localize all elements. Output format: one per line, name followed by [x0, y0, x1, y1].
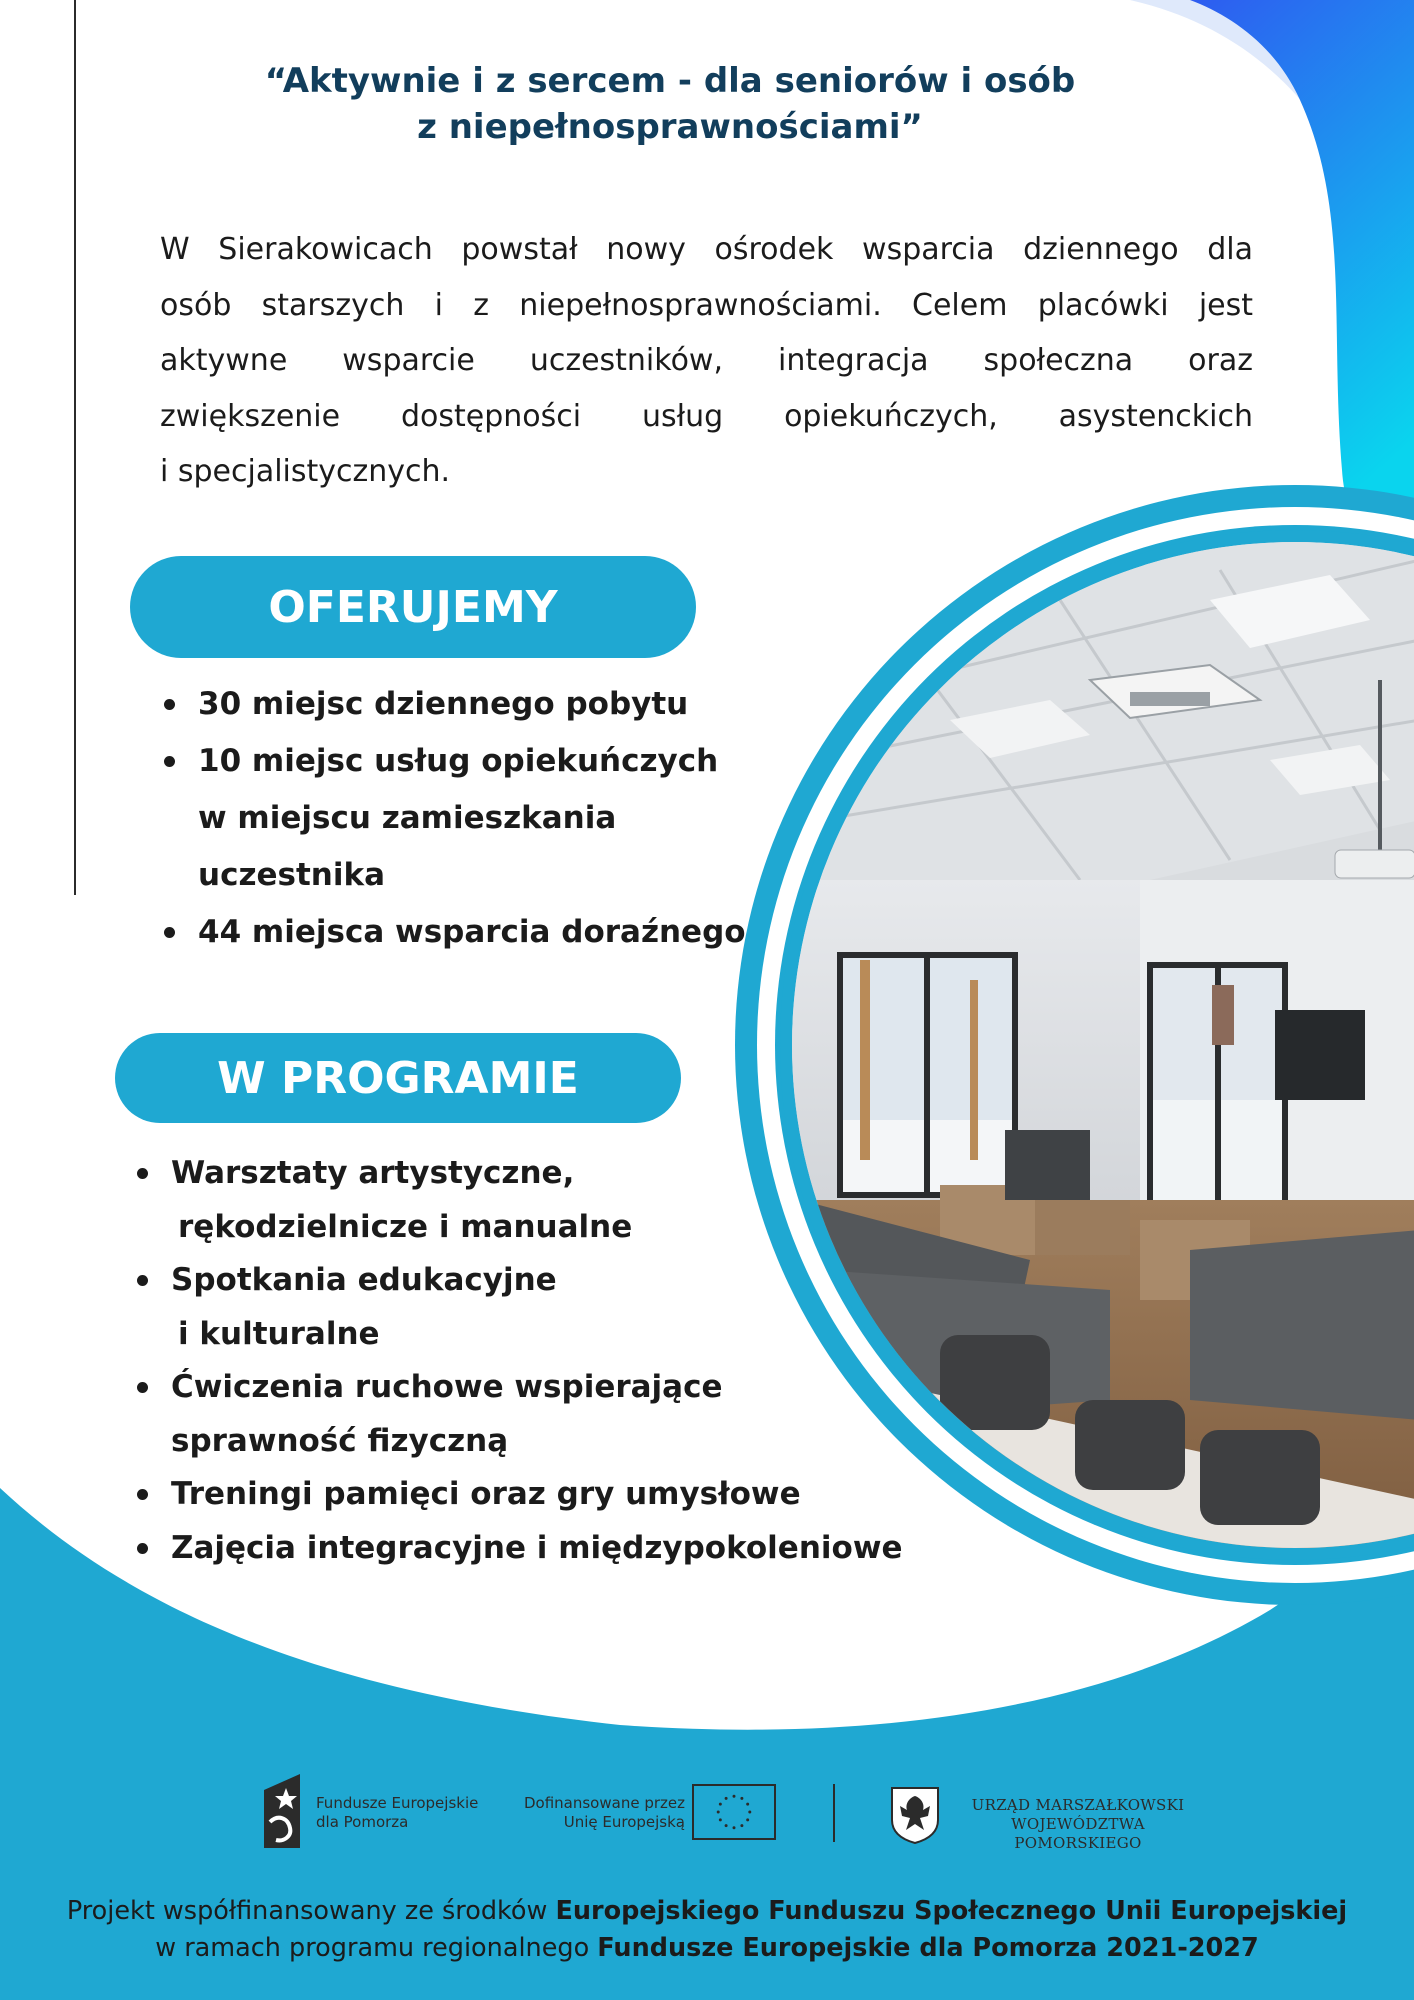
intro-line: aktywne wsparcie uczestników, integracja społeczna oraz: [160, 343, 1253, 378]
list-item-text: uczestnika: [198, 857, 386, 893]
eu-star-icon: [746, 1818, 749, 1821]
logo-separator: [833, 1784, 835, 1842]
fe-logo-text: Fundusze Europejskie dla Pomorza: [316, 1794, 479, 1831]
list-item: [133, 1361, 902, 1468]
eu-star-icon: [719, 1803, 722, 1806]
eu-star-icon: [733, 1826, 736, 1829]
footer-line-1: Projekt współfinansowany ze środków Europejskiego Funduszu Społecznego Unii Europejskiej: [66, 1896, 1348, 1926]
eu-star-icon: [725, 1824, 728, 1827]
list-item-text: 44 miejsca wsparcia doraźnego: [198, 914, 746, 950]
list-item: [133, 1468, 902, 1522]
intro-paragraph: [160, 222, 1253, 500]
list-item: [133, 1254, 902, 1361]
list-item-text: rękodzielnicze i manualne: [178, 1208, 633, 1245]
eu-logo-text: Dofinansowane przez Unię Europejską: [523, 1794, 685, 1831]
eu-star-icon: [717, 1811, 720, 1814]
offer-heading: OFERUJEMY: [130, 556, 696, 658]
list-item-text: Warsztaty artystyczne,: [171, 1155, 575, 1191]
eu-star-icon: [748, 1811, 751, 1814]
intro-line: osób starszych i z niepełnosprawnościami. Celem placówki jest: [160, 287, 1253, 323]
program-heading: W PROGRAMIE: [115, 1033, 681, 1123]
list-item-text: w miejscu zamieszkania: [198, 800, 617, 836]
list-item: [133, 1147, 902, 1254]
list-item-text: Spotkania edukacyjne: [171, 1262, 557, 1298]
list-item: [133, 1522, 902, 1576]
list-item-text: Ćwiczenia ruchowe wspierające: [171, 1369, 723, 1405]
offer-list: [160, 676, 746, 961]
intro-line: i specjalistycznych.: [160, 454, 451, 489]
list-item-text: Treningi pamięci oraz gry umysłowe: [171, 1476, 801, 1512]
eu-flag-icon: [692, 1784, 776, 1840]
eu-star-icon: [740, 1824, 743, 1827]
fe-pomorze-logo-icon: [260, 1772, 310, 1848]
eu-star-icon: [740, 1797, 743, 1800]
list-item-text: Zajęcia integracyjne i międzypokoleniowe: [171, 1529, 903, 1566]
funding-footer: [40, 1893, 1374, 1967]
list-item: [160, 904, 746, 961]
title-line-1: “Aktywnie i z sercem - dla seniorów i osób: [264, 61, 1076, 101]
list-item-text: sprawność fizyczną: [171, 1422, 509, 1459]
list-item: [160, 733, 746, 904]
eu-star-icon: [725, 1797, 728, 1800]
intro-line: zwiększenie dostępności usług opiekuńczych, asystenckich: [160, 398, 1253, 434]
list-item-text: 10 miejsc usług opiekuńczych: [198, 743, 719, 779]
pomorskie-crest-icon: [890, 1786, 940, 1844]
list-item-text: i kulturalne: [178, 1315, 380, 1352]
eu-star-icon: [719, 1818, 722, 1821]
footer-line-2: w ramach programu regionalnego Fundusze Europejskie dla Pomorza 2021-2027: [155, 1933, 1259, 1963]
funding-logos: [260, 1772, 1220, 1852]
urzad-logo-text: URZĄD MARSZAŁKOWSKI WOJEWÓDZTWA POMORSKIEGO: [971, 1796, 1185, 1852]
eu-star-icon: [733, 1795, 736, 1798]
list-item-text: 30 miejsc dziennego pobytu: [198, 686, 689, 722]
program-list: [133, 1147, 902, 1575]
eu-star-icon: [746, 1803, 749, 1806]
page-title: [200, 58, 1140, 150]
intro-line: W Sierakowicach powstał nowy ośrodek wsparcia dziennego dla: [160, 232, 1253, 267]
left-vertical-line: [74, 0, 76, 895]
list-item: [160, 676, 746, 733]
title-line-2: z niepełnosprawnościami”: [417, 107, 923, 147]
